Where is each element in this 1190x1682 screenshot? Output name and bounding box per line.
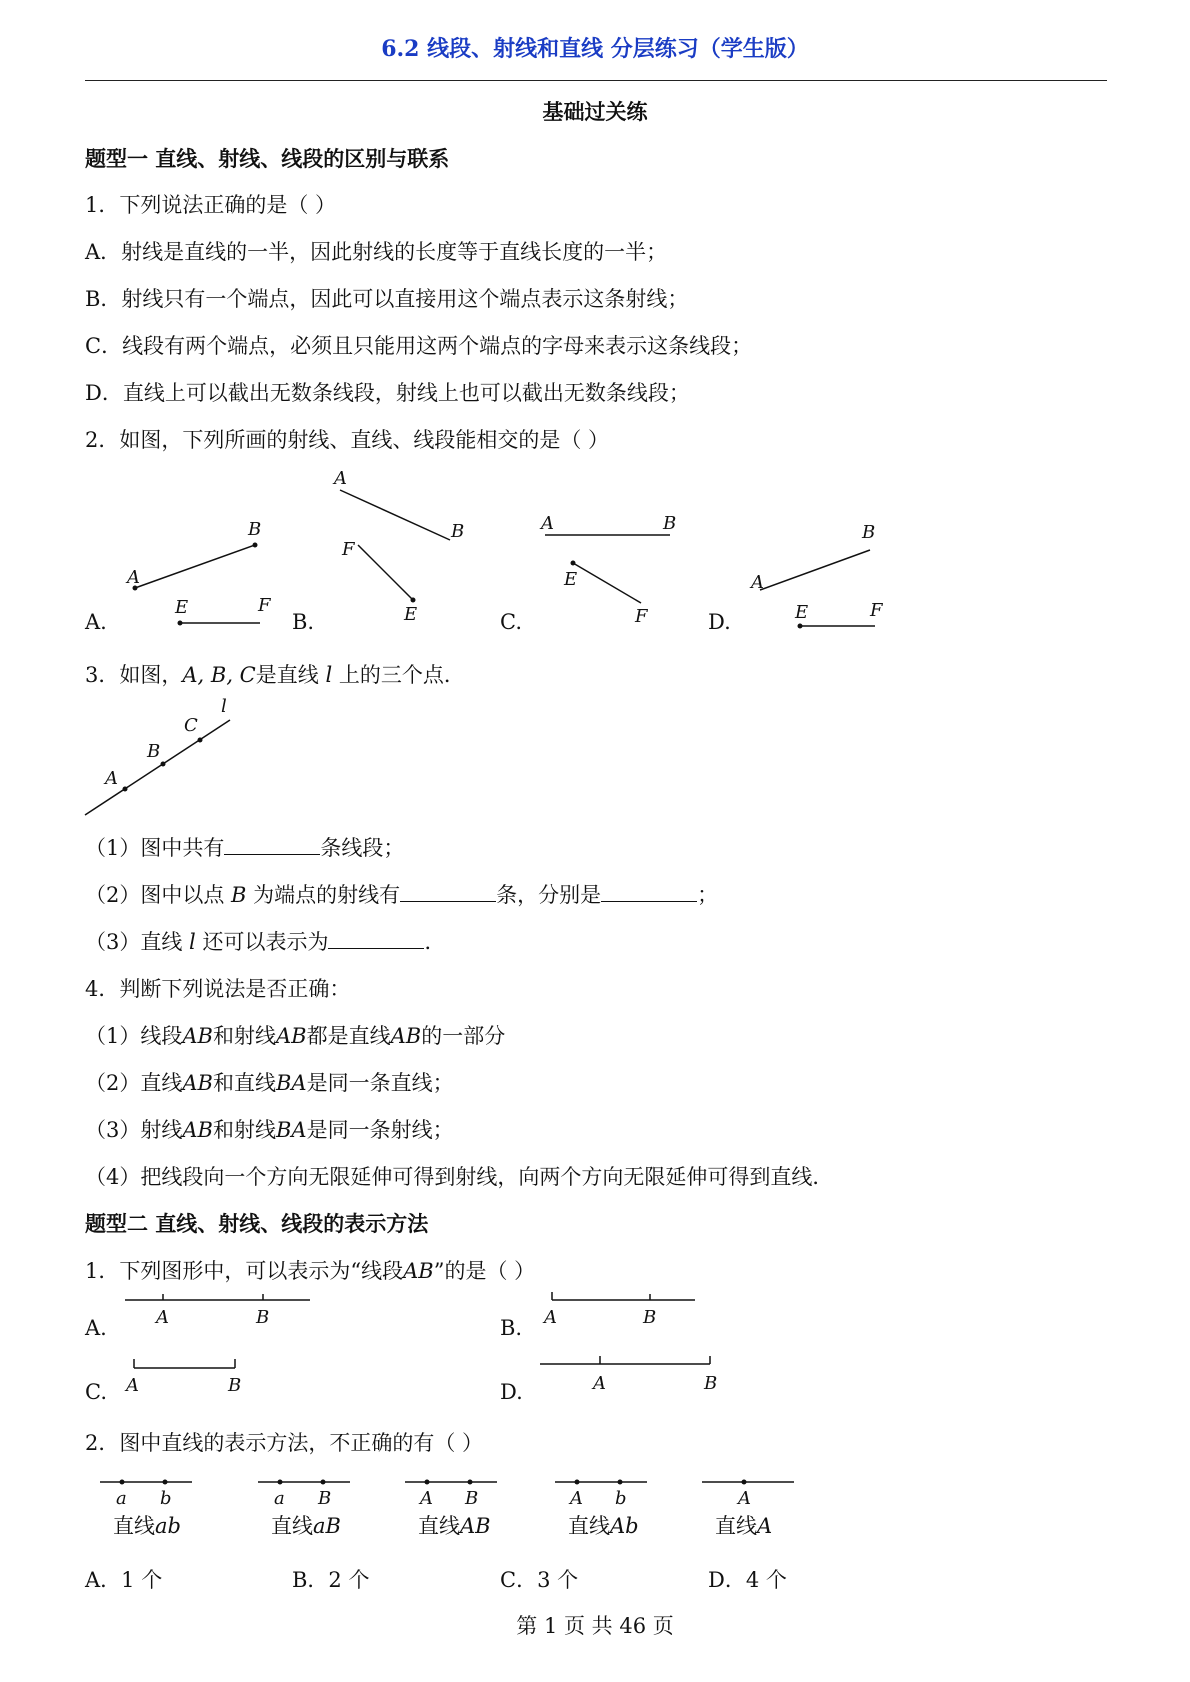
svg-text:B: B <box>248 519 262 540</box>
answer-blank[interactable] <box>224 836 320 855</box>
q2-figure-b <box>325 470 475 630</box>
svg-text:F: F <box>342 539 355 560</box>
svg-text:A: A <box>156 1307 169 1328</box>
svg-text:F: F <box>258 595 271 616</box>
svg-text:B: B <box>318 1488 332 1509</box>
svg-text:A: A <box>334 468 347 489</box>
page-number: 第 1 页 共 46 页 <box>516 1614 674 1638</box>
svg-text:E: E <box>175 597 189 618</box>
question-1-1-stem: 1．下列说法正确的是（ ） <box>85 193 337 217</box>
header-rule <box>85 80 1107 81</box>
s2-q1-figure-b <box>540 1290 710 1330</box>
s2-q1-figure-c <box>122 1355 252 1395</box>
q2-1-option-c-label: C. <box>85 1380 107 1404</box>
svg-text:B: B <box>228 1375 242 1396</box>
q2-1-option-d-label: D. <box>500 1380 523 1404</box>
answer-blank[interactable] <box>601 883 697 902</box>
section-heading-1: 题型一 直线、射线、线段的区别与联系 <box>85 146 450 171</box>
q3-figure-line-l <box>85 695 245 815</box>
question-1-1-option-d: D．直线上可以截出无数条线段，射线上也可以截出无数条线段； <box>85 381 690 405</box>
q2-figure-d <box>745 520 905 630</box>
question-2-2-stem: 2．图中直线的表示方法，不正确的有（ ） <box>85 1431 484 1455</box>
question-1-4-item-1: （1）线段AB和射线AB都是直线AB的一部分 <box>85 1024 506 1048</box>
question-2-2-option-c: C．3 个 <box>500 1568 579 1592</box>
question-1-3-sub2: （2）图中以点 B 为端点的射线有 条，分别是 ； <box>85 883 719 907</box>
svg-text:B: B <box>704 1373 718 1394</box>
subtitle: 基础过关练 <box>542 99 648 124</box>
svg-text:A: A <box>105 768 118 789</box>
answer-blank[interactable] <box>400 883 496 902</box>
question-2-2-option-d: D．4 个 <box>708 1568 787 1592</box>
svg-text:F: F <box>870 600 883 621</box>
svg-text:A: A <box>751 572 764 593</box>
question-1-3-stem: 3．如图，A, B, C是直线 l 上的三个点． <box>85 663 465 687</box>
question-1-2-stem: 2．如图，下列所画的射线、直线、线段能相交的是（ ） <box>85 428 610 452</box>
q2-figure-c <box>535 505 685 625</box>
page-title: 6.2 线段、射线和直线 分层练习（学生版） <box>381 36 809 62</box>
svg-text:a: a <box>116 1488 127 1509</box>
svg-text:A: A <box>593 1373 606 1394</box>
question-1-1-option-c: C．线段有两个端点，必须且只能用这两个端点的字母来表示这条线段； <box>85 334 753 358</box>
svg-text:E: E <box>795 602 809 623</box>
svg-text:A: A <box>738 1488 751 1509</box>
svg-text:E: E <box>564 569 578 590</box>
section-heading-2: 题型二 直线、射线、线段的表示方法 <box>85 1211 429 1236</box>
question-2-1-stem: 1．下列图形中，可以表示为“线段AB”的是（ ） <box>85 1259 536 1283</box>
svg-text:B: B <box>663 513 677 534</box>
svg-text:A: A <box>126 1375 139 1396</box>
question-1-4-item-2: （2）直线AB和直线BA是同一条直线； <box>85 1071 454 1095</box>
svg-text:F: F <box>635 606 648 627</box>
svg-text:A: A <box>420 1488 433 1509</box>
svg-text:B: B <box>256 1307 270 1328</box>
svg-text:B: B <box>643 1307 657 1328</box>
question-1-1-option-b: B．射线只有一个端点，因此可以直接用这个端点表示这条射线； <box>85 287 689 311</box>
svg-text:B: B <box>862 522 876 543</box>
question-1-4-item-4: （4）把线段向一个方向无限延伸可得到射线，向两个方向无限延伸可得到直线． <box>85 1165 834 1189</box>
q2-figure-a <box>120 515 280 625</box>
s2-q1-figure-a <box>125 1290 325 1330</box>
s2-q2-caption-2: 直线aB <box>271 1514 341 1538</box>
svg-text:B: B <box>451 521 465 542</box>
q2-1-option-a-label: A. <box>85 1316 107 1340</box>
svg-text:A: A <box>570 1488 583 1509</box>
s2-q1-figure-d <box>540 1352 720 1397</box>
svg-text:A: A <box>127 567 140 588</box>
svg-text:b: b <box>615 1488 627 1509</box>
svg-text:A: A <box>541 513 554 534</box>
svg-text:B: B <box>465 1488 479 1509</box>
q2-option-b-label: B. <box>292 610 315 634</box>
q2-option-d-label: D. <box>708 610 731 634</box>
question-1-3-sub3: （3）直线 l 还可以表示为 ． <box>85 930 446 954</box>
svg-text:E: E <box>404 604 418 625</box>
q2-option-c-label: C. <box>500 610 522 634</box>
svg-text:a: a <box>274 1488 285 1509</box>
question-2-2-option-a: A．1 个 <box>85 1568 163 1592</box>
question-1-4-item-3: （3）射线AB和射线BA是同一条射线； <box>85 1118 454 1142</box>
q2-1-option-b-label: B. <box>500 1316 523 1340</box>
svg-text:B: B <box>147 741 161 762</box>
question-2-2-option-b: B．2 个 <box>292 1568 370 1592</box>
svg-text:b: b <box>160 1488 172 1509</box>
answer-blank[interactable] <box>328 930 424 949</box>
svg-text:C: C <box>184 715 198 736</box>
svg-text:l: l <box>221 696 227 717</box>
q2-option-a-label: A. <box>85 610 107 634</box>
s2-q2-caption-3: 直线AB <box>418 1514 491 1538</box>
question-1-4-stem: 4．判断下列说法是否正确： <box>85 977 351 1001</box>
s2-q2-caption-5: 直线A <box>715 1514 773 1538</box>
question-1-1-option-a: A．射线是直线的一半，因此射线的长度等于直线长度的一半； <box>85 240 668 264</box>
s2-q2-caption-1: 直线ab <box>113 1514 181 1538</box>
svg-text:A: A <box>544 1307 557 1328</box>
s2-q2-caption-4: 直线Ab <box>568 1514 639 1538</box>
question-1-3-sub1: （1）图中共有 条线段； <box>85 836 405 860</box>
